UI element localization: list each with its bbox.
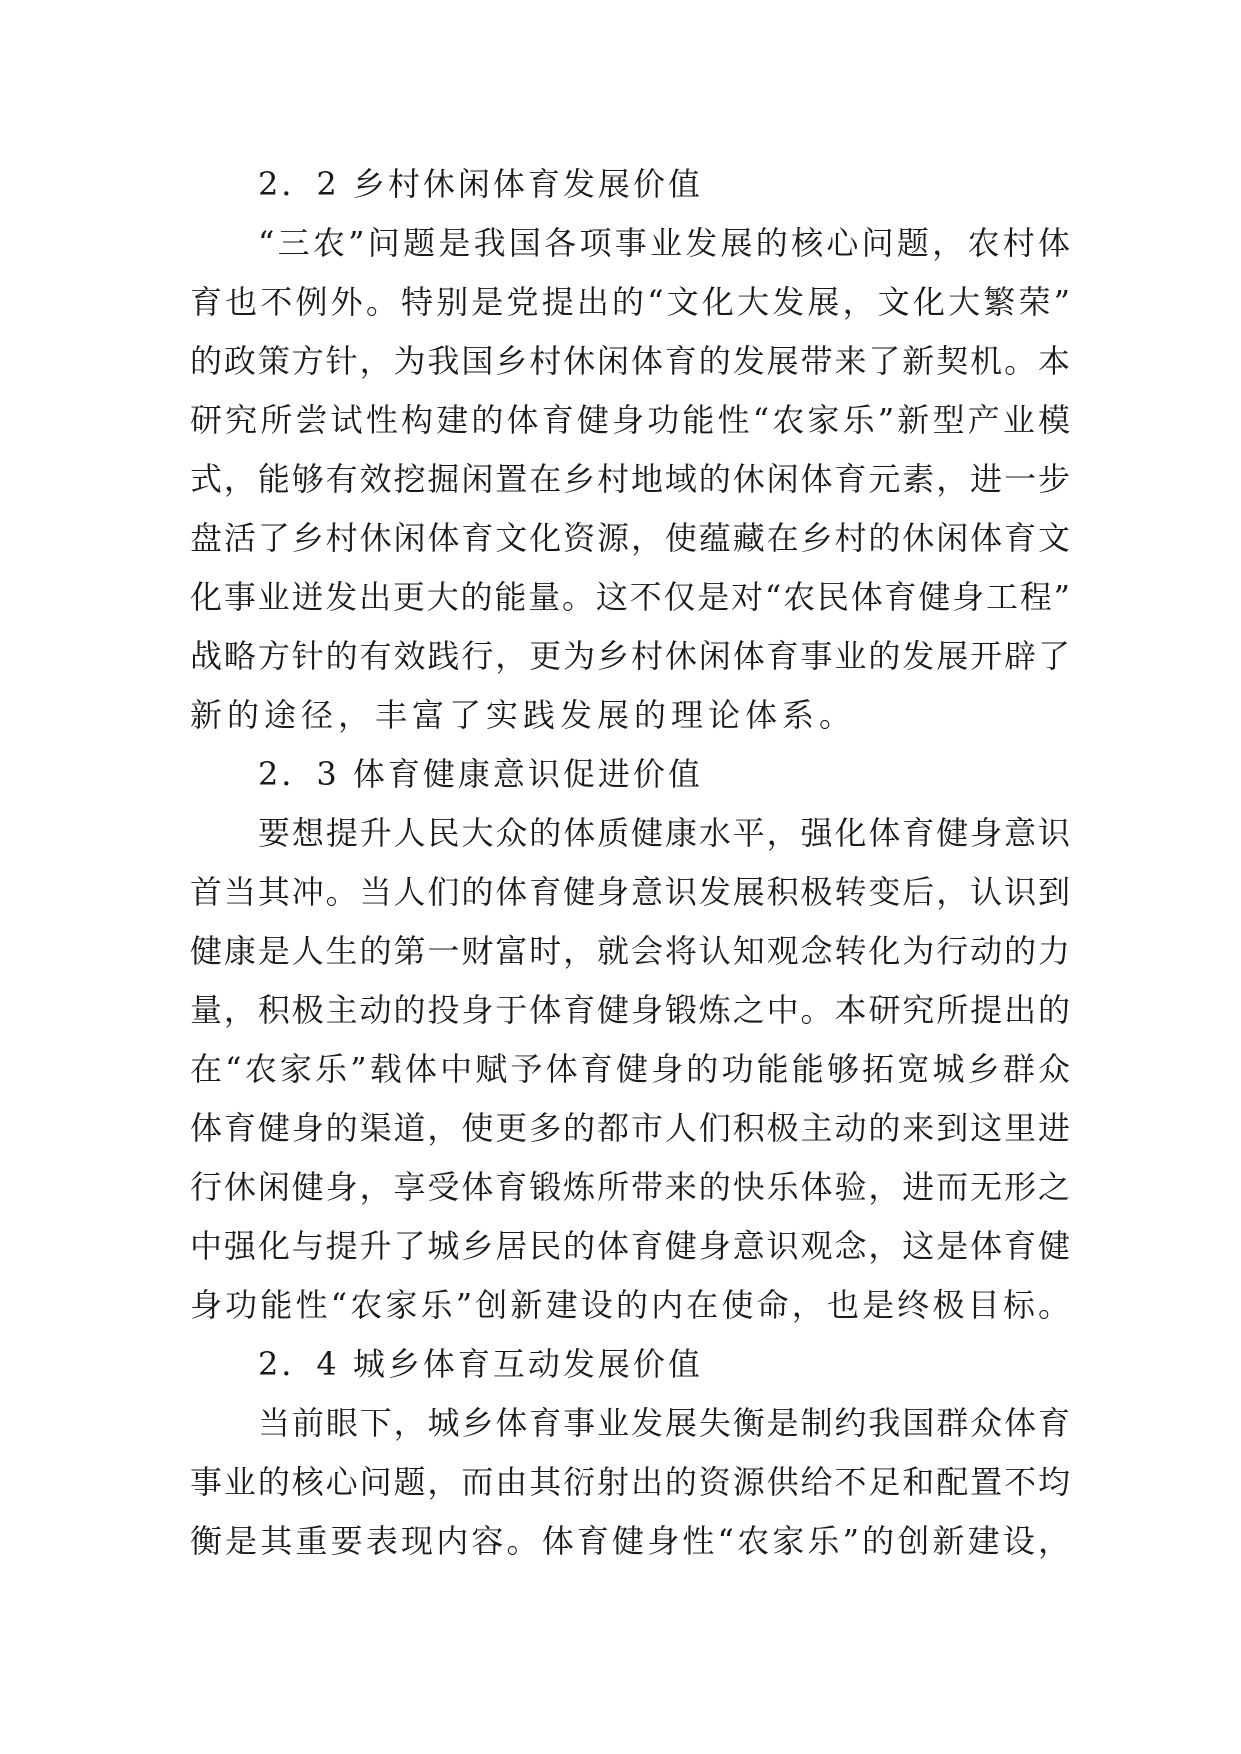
paragraph-line: 在“农家乐”载体中赋予体育健身的功能能够拓宽城乡群众 xyxy=(190,1050,1070,1088)
section-heading-2-2: 2．2 乡村休闲体育发展价值 xyxy=(258,165,703,203)
paragraph-line: 身功能性“农家乐”创新建设的内在使命，也是终极目标。 xyxy=(190,1286,1070,1324)
paragraph-line: 的政策方针，为我国乡村休闲体育的发展带来了新契机。本 xyxy=(190,342,1070,380)
paragraph-line: 首当其冲。当人们的体育健身意识发展积极转变后，认识到 xyxy=(190,873,1070,911)
paragraph-line: 化事业迸发出更大的能量。这不仅是对“农民体育健身工程” xyxy=(190,578,1070,616)
paragraph-line: 当前眼下，城乡体育事业发展失衡是制约我国群众体育 xyxy=(258,1404,1070,1442)
paragraph-line: 体育健身的渠道，使更多的都市人们积极主动的来到这里进 xyxy=(190,1109,1070,1147)
paragraph-line: 事业的核心问题，而由其衍射出的资源供给不足和配置不均 xyxy=(190,1463,1070,1501)
paragraph-line: 新的途径，丰富了实践发展的理论体系。 xyxy=(190,696,857,734)
paragraph-line: 量，积极主动的投身于体育健身锻炼之中。本研究所提出的 xyxy=(190,991,1070,1029)
paragraph-line: 中强化与提升了城乡居民的体育健身意识观念，这是体育健 xyxy=(190,1227,1070,1265)
paragraph-line: 研究所尝试性构建的体育健身功能性“农家乐”新型产业模 xyxy=(190,401,1070,439)
paragraph-line: 育也不例外。特别是党提出的“文化大发展，文化大繁荣” xyxy=(190,283,1070,321)
paragraph-line: 式，能够有效挖掘闲置在乡村地域的休闲体育元素，进一步 xyxy=(190,460,1070,498)
section-heading-2-3: 2．3 体育健康意识促进价值 xyxy=(258,755,703,793)
paragraph-line: 战略方针的有效践行，更为乡村休闲体育事业的发展开辟了 xyxy=(190,637,1070,675)
paragraph-line: 健康是人生的第一财富时，就会将认知观念转化为行动的力 xyxy=(190,932,1070,970)
paragraph-line: 要想提升人民大众的体质健康水平，强化体育健身意识 xyxy=(258,814,1070,852)
paragraph-line: “三农”问题是我国各项事业发展的核心问题，农村体 xyxy=(258,224,1070,262)
section-heading-2-4: 2．4 城乡体育互动发展价值 xyxy=(258,1345,703,1383)
document-body xyxy=(190,155,1070,1571)
paragraph-line: 行休闲健身，享受体育锻炼所带来的快乐体验，进而无形之 xyxy=(190,1168,1070,1206)
paragraph-line: 盘活了乡村休闲体育文化资源，使蕴藏在乡村的休闲体育文 xyxy=(190,519,1070,557)
paragraph-line: 衡是其重要表现内容。体育健身性“农家乐”的创新建设， xyxy=(190,1522,1070,1560)
